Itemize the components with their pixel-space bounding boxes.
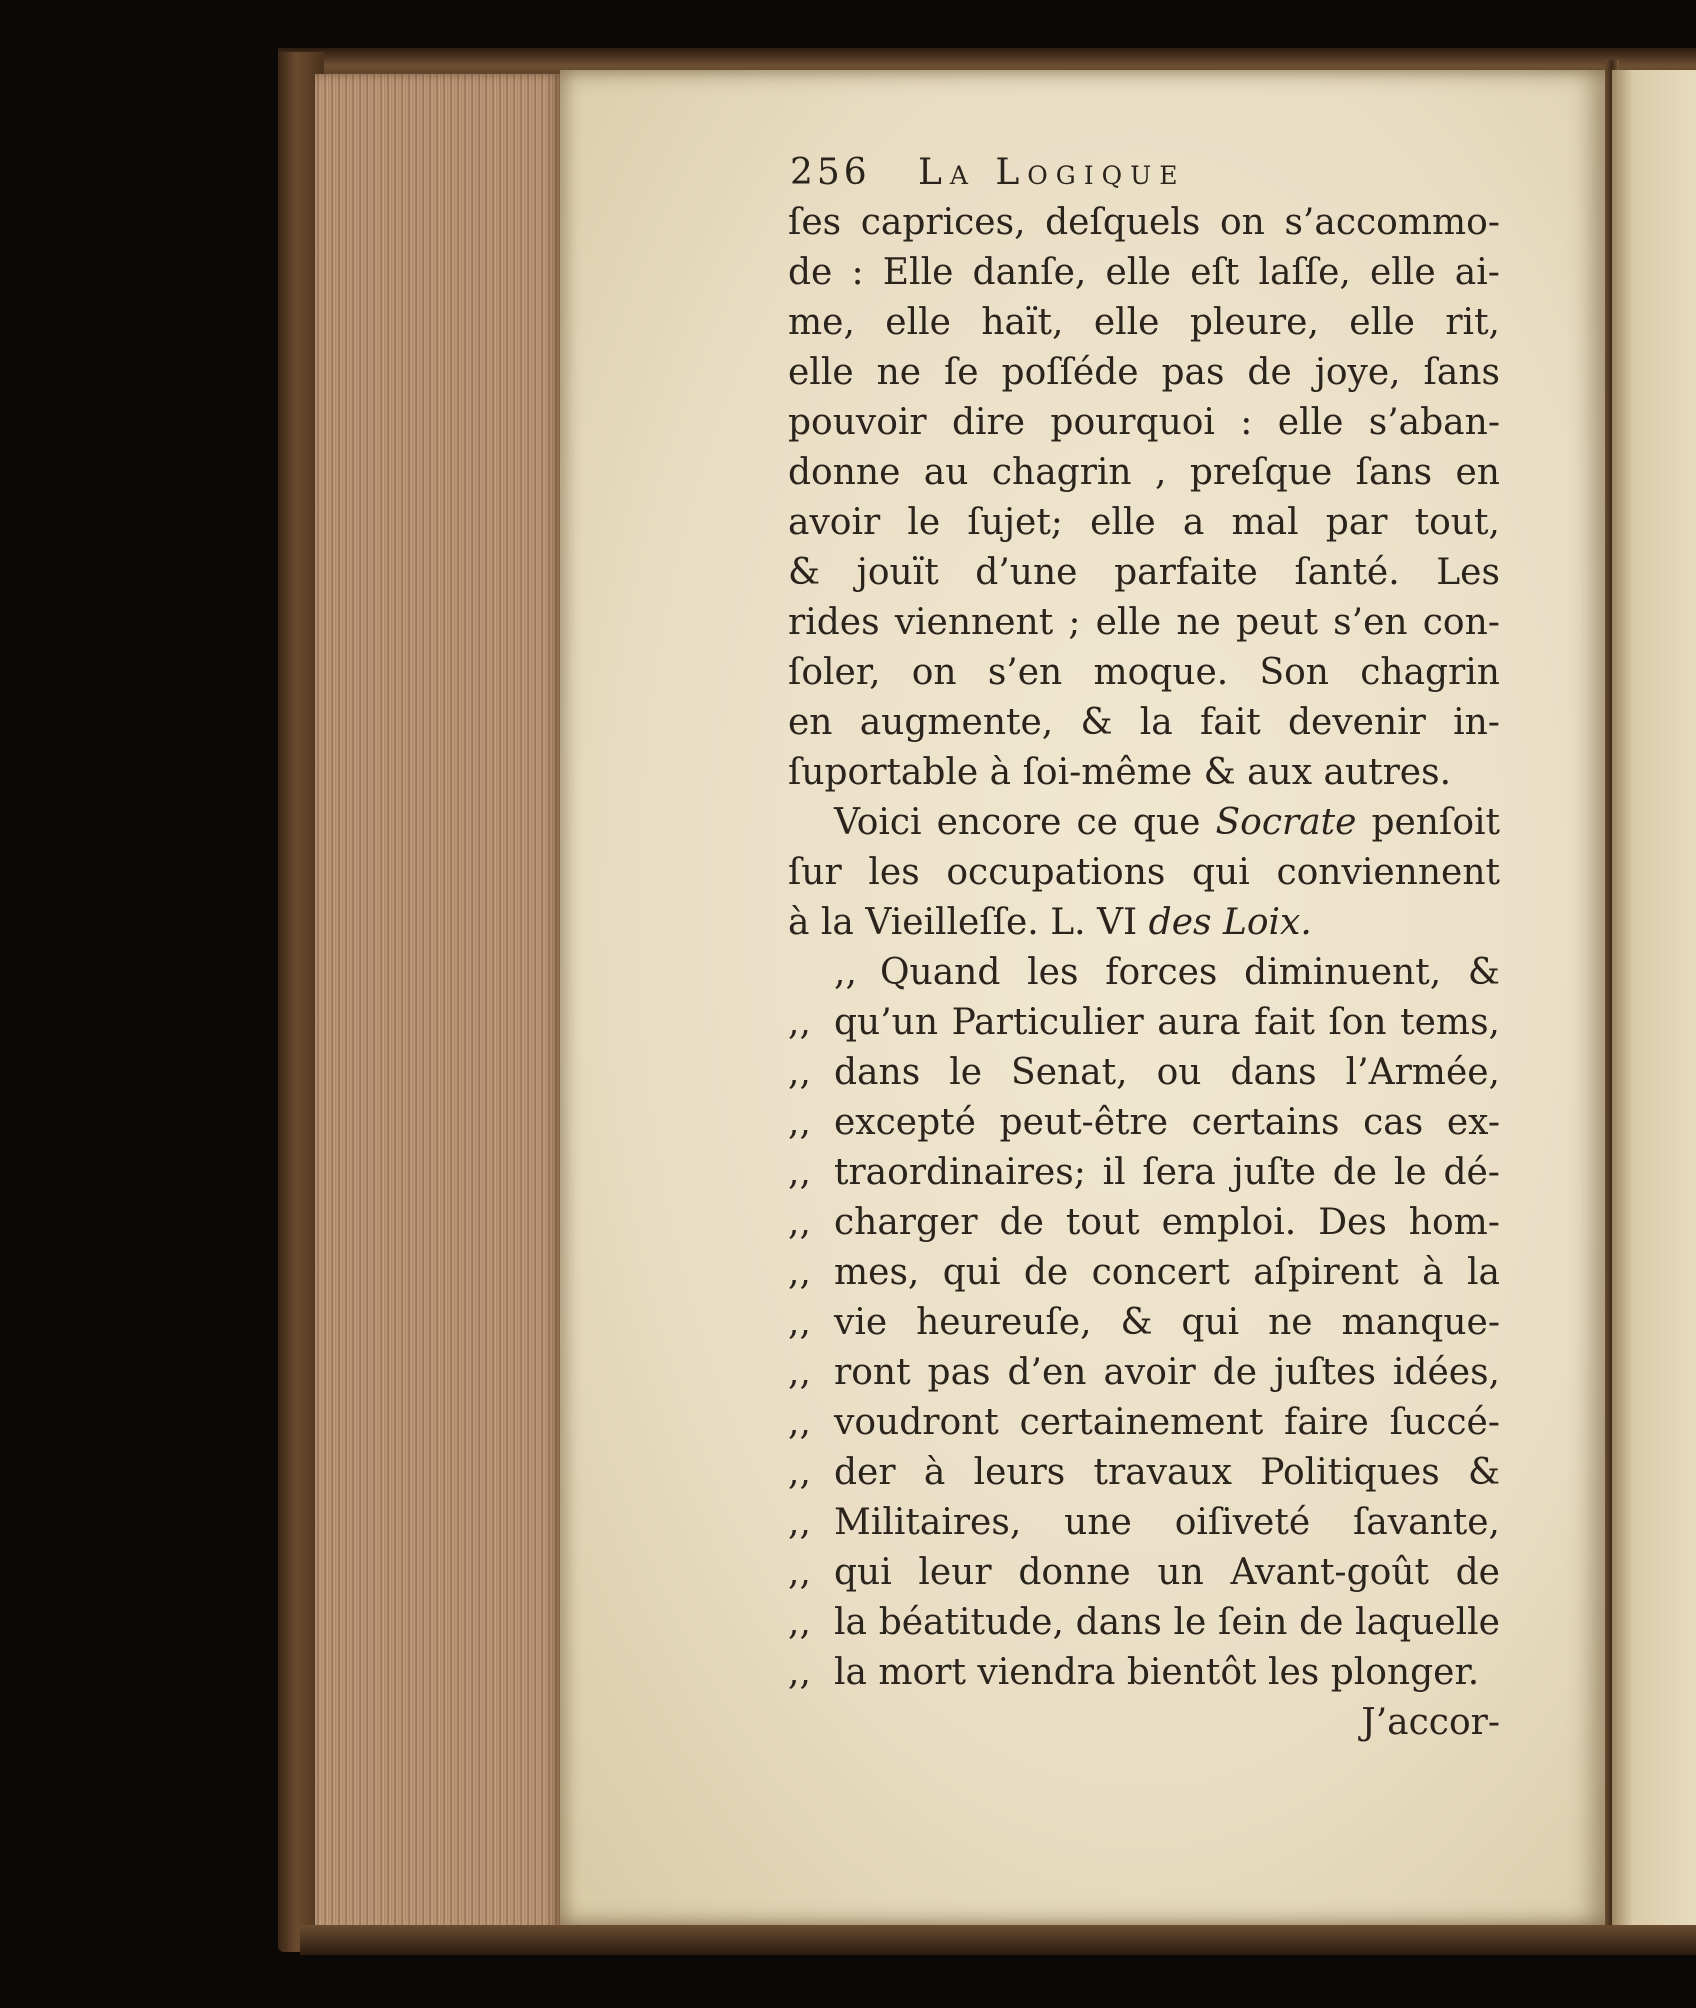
word: aura — [1157, 1002, 1241, 1043]
word: de — [1212, 1352, 1258, 1393]
word: peut-être — [999, 1102, 1168, 1143]
word: qui — [1192, 852, 1250, 893]
quote-text — [834, 1098, 1500, 1148]
word: ce — [1076, 802, 1118, 843]
word: fait — [1199, 702, 1261, 743]
word: ſans — [1423, 352, 1500, 393]
paragraph-1 — [788, 198, 1500, 798]
word: Politiques — [1260, 1452, 1440, 1493]
word: voudront — [834, 1402, 999, 1443]
catchword: J’accor- — [1361, 1702, 1500, 1743]
quote-text — [834, 1398, 1500, 1448]
word: parfaite — [1114, 552, 1258, 593]
quote-line — [788, 1348, 1500, 1398]
word: joye, — [1314, 352, 1401, 393]
word: chagrin — [991, 452, 1132, 493]
word: diminuent, — [1244, 952, 1442, 993]
quotation — [788, 948, 1500, 1698]
quote-line — [788, 1398, 1500, 1448]
word: de — [1247, 352, 1292, 393]
word: ſe — [943, 352, 979, 393]
word: que — [1132, 802, 1201, 843]
text-line — [788, 898, 1500, 948]
quote-mark: ,, — [788, 1302, 811, 1343]
word: manque- — [1341, 1302, 1500, 1343]
word: caprices, — [860, 202, 1026, 243]
word: le — [1173, 1602, 1207, 1643]
text-line — [788, 798, 1500, 848]
quote-line — [788, 1048, 1500, 1098]
word: augmente, — [859, 702, 1054, 743]
word: ; — [1068, 602, 1081, 643]
word: Des — [1318, 1202, 1387, 1243]
word: ſon — [1328, 1002, 1387, 1043]
quote-text — [834, 1148, 1500, 1198]
quote-text — [834, 1298, 1500, 1348]
word: Quand — [880, 952, 1001, 993]
word: béatitude, — [878, 1602, 1064, 1643]
word: travaux — [1093, 1452, 1232, 1493]
word: : — [1240, 402, 1253, 443]
text-line — [788, 548, 1500, 598]
text-line — [788, 398, 1500, 448]
quote-mark: ,, — [788, 1352, 811, 1393]
quote-mark: ,, — [788, 1502, 811, 1543]
word: oiſiveté — [1174, 1502, 1311, 1543]
word: qu’un — [834, 1002, 939, 1043]
word: penſoit — [1371, 802, 1500, 843]
word: au — [923, 452, 969, 493]
quote-mark: ,, — [834, 952, 857, 993]
word: qui — [942, 1252, 1001, 1293]
quote-text — [834, 1498, 1500, 1548]
word: elle — [1370, 252, 1436, 293]
quote-text — [880, 948, 1500, 998]
word: de — [1455, 1552, 1500, 1593]
word: dire — [951, 402, 1026, 443]
word: s’en — [987, 652, 1063, 693]
word: le — [1393, 1152, 1427, 1193]
text-line — [788, 498, 1500, 548]
text-line — [788, 848, 1500, 898]
word: & — [1467, 952, 1500, 993]
quote-mark: ,, — [788, 1552, 811, 1593]
word: certainement — [1019, 1402, 1264, 1443]
word: ſans — [1355, 452, 1433, 493]
word: juſtes — [1274, 1352, 1376, 1393]
running-title: La Logique — [918, 152, 1186, 193]
text-line — [788, 748, 1500, 798]
word: jouït — [856, 552, 939, 593]
word: pleure, — [1189, 302, 1319, 343]
quote-line — [788, 1498, 1500, 1548]
word: ne — [1176, 602, 1221, 643]
word: : — [851, 252, 864, 293]
word: ou — [1156, 1052, 1202, 1093]
word: con- — [1422, 602, 1500, 643]
word: de — [788, 252, 833, 293]
word: d’en — [1007, 1352, 1087, 1393]
text-fragment: à la Vieilleſſe. L. VI — [788, 902, 1138, 943]
quote-line — [788, 948, 1500, 998]
word: tout, — [1414, 502, 1500, 543]
page-number: 256 — [790, 152, 871, 193]
quote-text — [834, 1598, 1500, 1648]
word: la — [1466, 1252, 1500, 1293]
quote-line — [788, 998, 1500, 1048]
word: ſavante, — [1353, 1502, 1500, 1543]
word: par — [1325, 502, 1388, 543]
word: rit, — [1445, 302, 1500, 343]
word: elle — [1349, 302, 1415, 343]
word: rides — [788, 602, 880, 643]
word: occupations — [946, 852, 1166, 893]
page-header — [788, 148, 1500, 198]
word: & — [1120, 1302, 1153, 1343]
word: s’accommo- — [1284, 202, 1500, 243]
word: traordinaires; — [834, 1152, 1086, 1193]
word: un — [1157, 1552, 1204, 1593]
word: Particulier — [951, 1002, 1144, 1043]
word: leur — [918, 1552, 992, 1593]
quote-mark: ,, — [788, 1602, 811, 1643]
quote-text — [834, 1048, 1500, 1098]
quote-mark: ,, — [788, 1002, 811, 1043]
word: elle — [1277, 402, 1344, 443]
word: s’aban- — [1368, 402, 1500, 443]
quote-text: la mort viendra bientôt les plonger. — [834, 1652, 1480, 1693]
word: me, — [788, 302, 855, 343]
word: de — [1332, 1152, 1378, 1193]
quote-line — [788, 1148, 1500, 1198]
word: mal — [1231, 502, 1299, 543]
word: ront — [834, 1352, 911, 1393]
word: faire — [1284, 1402, 1369, 1443]
quote-line — [788, 1648, 1500, 1698]
word: elle — [1093, 302, 1160, 343]
text-line — [788, 198, 1500, 248]
quote-mark: ,, — [788, 1652, 811, 1693]
quote-line — [788, 1598, 1500, 1648]
word: il — [1102, 1152, 1126, 1193]
word: de — [1299, 1602, 1344, 1643]
word: aſpirent — [1253, 1252, 1399, 1293]
word: Avant-goût — [1230, 1552, 1429, 1593]
word: in- — [1453, 702, 1500, 743]
word: pas — [927, 1352, 991, 1393]
citation: des Loix. — [1148, 902, 1312, 943]
word: ſujet; — [967, 502, 1063, 543]
word: une — [1064, 1502, 1132, 1543]
word: mes, — [834, 1252, 920, 1293]
text-line — [788, 448, 1500, 498]
word: & — [1467, 1452, 1500, 1493]
word: elle — [885, 302, 951, 343]
word: on — [911, 652, 957, 693]
word: pourquoi — [1050, 402, 1215, 443]
word: d’une — [975, 552, 1078, 593]
word: ſuccé- — [1389, 1402, 1500, 1443]
word: hom- — [1408, 1202, 1500, 1243]
quote-line — [788, 1248, 1500, 1298]
paragraph-2 — [788, 798, 1500, 948]
word: avoir — [788, 502, 881, 543]
word: emploi. — [1161, 1202, 1297, 1243]
word: Senat, — [1011, 1052, 1128, 1093]
word: elle — [1090, 502, 1156, 543]
word: donne — [788, 452, 901, 493]
quote-mark: ,, — [788, 1202, 811, 1243]
word: qui — [1181, 1302, 1240, 1343]
word: ſera — [1142, 1152, 1216, 1193]
word: poſſéde — [1001, 352, 1139, 393]
word: la — [1139, 702, 1173, 743]
page-text — [788, 148, 1500, 1748]
word: de — [999, 1202, 1044, 1243]
word: eſt — [1190, 252, 1240, 293]
word: fait — [1254, 1002, 1315, 1043]
quote-line — [788, 1548, 1500, 1598]
word: devenir — [1287, 702, 1426, 743]
word: pas — [1161, 352, 1225, 393]
word: Socrate — [1215, 802, 1357, 843]
book-cover-bottom — [300, 1925, 1696, 1955]
text-line — [788, 348, 1500, 398]
word: ſanté. — [1294, 552, 1400, 593]
quote-text — [834, 1198, 1500, 1248]
word: danſe, — [972, 252, 1087, 293]
text-line — [788, 698, 1500, 748]
word: conviennent — [1276, 852, 1500, 893]
word: qui — [834, 1552, 892, 1593]
quote-line — [788, 1098, 1500, 1148]
word: les — [868, 852, 920, 893]
word: donne — [1018, 1552, 1131, 1593]
word: juſte — [1232, 1152, 1316, 1193]
word: ſes — [788, 202, 842, 243]
word: charger — [834, 1202, 978, 1243]
word: on — [1219, 202, 1265, 243]
facing-page — [1612, 70, 1696, 1925]
word: ai- — [1454, 252, 1500, 293]
word: en — [788, 702, 833, 743]
word: le — [907, 502, 941, 543]
word: certains — [1191, 1102, 1340, 1143]
word: le — [949, 1052, 983, 1093]
word: de — [1023, 1252, 1069, 1293]
word: elle — [788, 352, 854, 393]
word: dans — [1075, 1602, 1162, 1643]
word: ſur — [788, 852, 842, 893]
word: Militaires, — [834, 1502, 1022, 1543]
word: leurs — [973, 1452, 1066, 1493]
word: laquelle — [1355, 1602, 1500, 1643]
word: en — [1455, 452, 1500, 493]
quote-text — [834, 1548, 1500, 1598]
quote-text — [834, 1248, 1500, 1298]
page-edges — [315, 74, 561, 1936]
word: pouvoir — [788, 402, 927, 443]
word: , — [1155, 452, 1167, 493]
word: dans — [1230, 1052, 1317, 1093]
word: moque. — [1093, 652, 1229, 693]
word: avoir — [1103, 1352, 1196, 1393]
quote-mark: ,, — [788, 1452, 811, 1493]
word: der — [834, 1452, 896, 1493]
word: haït, — [981, 302, 1064, 343]
quote-text — [834, 1348, 1500, 1398]
quote-line — [788, 1198, 1500, 1248]
word: ſuportable à ſoi-même & aux autres. — [788, 752, 1452, 793]
word: heureuſe, — [916, 1302, 1092, 1343]
word: la — [834, 1602, 867, 1643]
word: Les — [1436, 552, 1500, 593]
word: à — [1422, 1252, 1444, 1293]
word: tems, — [1400, 1002, 1500, 1043]
word: Son — [1259, 652, 1329, 693]
word: & — [788, 552, 821, 593]
word: dans — [834, 1052, 921, 1093]
quote-mark: ,, — [788, 1152, 811, 1193]
word: laſſe, — [1258, 252, 1351, 293]
word: a — [1182, 502, 1205, 543]
word: ne — [1268, 1302, 1313, 1343]
word: à — [923, 1452, 946, 1493]
word: forces — [1105, 952, 1218, 993]
word: l’Armée, — [1345, 1052, 1500, 1093]
word: viennent — [894, 602, 1054, 643]
word: s’en — [1333, 602, 1408, 643]
word: deſquels — [1045, 202, 1201, 243]
word: ex- — [1446, 1102, 1500, 1143]
word: concert — [1091, 1252, 1230, 1293]
word: vie — [834, 1302, 888, 1343]
word: ſoler, — [788, 652, 881, 693]
word: elle — [1095, 602, 1162, 643]
quote-mark: ,, — [788, 1052, 811, 1093]
text-line — [788, 648, 1500, 698]
text-line — [788, 598, 1500, 648]
quote-line — [788, 1448, 1500, 1498]
word: ſein — [1218, 1602, 1288, 1643]
word: peut — [1236, 602, 1319, 643]
word: idées, — [1392, 1352, 1500, 1393]
word: & — [1080, 702, 1113, 743]
quote-mark: ,, — [788, 1102, 811, 1143]
quote-line — [788, 1298, 1500, 1348]
quote-text — [834, 998, 1500, 1048]
quote-text — [834, 1448, 1500, 1498]
word: tout — [1065, 1202, 1140, 1243]
word: excepté — [834, 1102, 976, 1143]
text-line — [788, 298, 1500, 348]
word: elle — [1105, 252, 1172, 293]
word: Elle — [882, 252, 954, 293]
word: Voici — [834, 802, 922, 843]
word: encore — [936, 802, 1062, 843]
word: chagrin — [1360, 652, 1500, 693]
word: dé- — [1443, 1152, 1500, 1193]
quote-mark: ,, — [788, 1252, 811, 1293]
word: cas — [1363, 1102, 1424, 1143]
quote-mark: ,, — [788, 1402, 811, 1443]
word: ne — [876, 352, 922, 393]
text-line — [788, 248, 1500, 298]
word: les — [1027, 952, 1079, 993]
word: preſque — [1189, 452, 1333, 493]
